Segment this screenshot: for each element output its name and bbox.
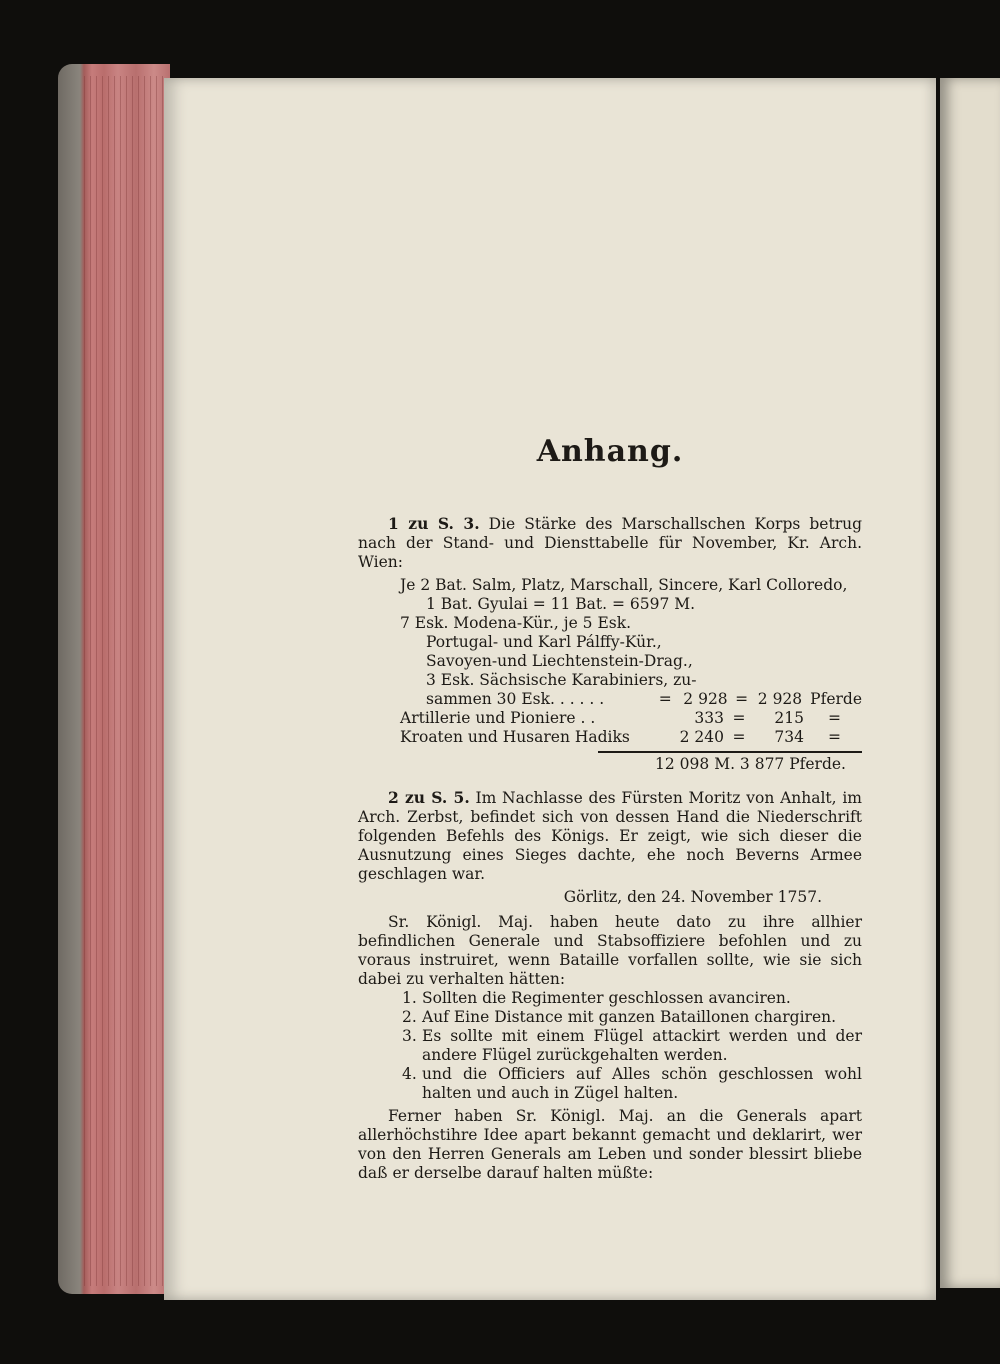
strength-men: 333 bbox=[694, 709, 724, 727]
strength-horses: 2 928 bbox=[757, 690, 803, 708]
page-heading: Anhang. bbox=[536, 434, 684, 469]
note-1-ref: 1 zu S. 3. bbox=[388, 514, 480, 533]
strength-row bbox=[358, 690, 862, 709]
note-1-line: Je 2 Bat. Salm, Platz, Marschall, Sincere, Karl Colloredo, bbox=[400, 576, 848, 594]
note-2-ref: 2 zu S. 5. bbox=[388, 788, 470, 807]
strength-row bbox=[358, 709, 862, 728]
strength-sep bbox=[650, 728, 670, 747]
strength-ditto: = bbox=[732, 728, 746, 746]
note-2-intro: Im Nachlasse des Fürsten Moritz von Anhalt, im Arch. Zerbst, befindet sich von dessen Hand die Niederschrift folgenden Befehls des Königs. Er zeigt, wie sich dieser die Ausnutzung eines Sieges dachte, ehe noch Beverns Armee geschlagen war. bbox=[358, 789, 862, 883]
strength-men: 2 240 bbox=[679, 728, 724, 746]
order-text: Sr. Königl. Maj. haben heute dato zu ihre allhier befindlichen Generale und Stabsoffiziere befohlen und zu voraus instruiret, wenn Bataille vorfallen sollte, wie sie sich dabei zu verhalten hätten: bbox=[358, 913, 862, 988]
strength-row bbox=[358, 728, 862, 747]
list-item bbox=[402, 989, 862, 1008]
list-item bbox=[402, 1065, 862, 1103]
strength-unit: Pferde bbox=[810, 690, 862, 708]
strength-ditto: = bbox=[732, 709, 746, 727]
note-1-line: Portugal- und Karl Pálffy-Kür., bbox=[426, 633, 662, 651]
strength-total: 12 098 M. 3 877 Pferde. bbox=[655, 755, 846, 773]
strength-label: Kroaten und Husaren Hadiks bbox=[400, 728, 630, 746]
facing-page-edge bbox=[940, 78, 1000, 1288]
note-1-line: 3 Esk. Sächsische Karabiniers, zu- bbox=[426, 671, 697, 689]
list-text: Es sollte mit einem Flügel attackirt werden und der andere Flügel zurückgehalten werden. bbox=[422, 1027, 862, 1064]
list-number: 1. bbox=[402, 989, 417, 1007]
strength-label: sammen 30 Esk. . . . . . bbox=[426, 690, 605, 708]
closing-text: Ferner haben Sr. Königl. Maj. an die Generals apart allerhöchstihre Idee apart bekannt gemacht und deklarirt, wer von den Herren Generals am Leben und sonder blessirt bliebe daß er derselbe darauf halten müßte: bbox=[358, 1107, 862, 1182]
list-text: Auf Eine Distance mit ganzen Bataillonen chargiren. bbox=[422, 1008, 837, 1026]
page-text bbox=[358, 430, 862, 1183]
note-2 bbox=[358, 788, 862, 884]
list-item bbox=[402, 1008, 862, 1027]
list-item bbox=[402, 1027, 862, 1065]
strength-unit: = bbox=[828, 709, 841, 727]
list-number: 4. bbox=[402, 1065, 417, 1083]
note-1-line: 1 Bat. Gyulai = 11 Bat. = 6597 M. bbox=[426, 595, 696, 613]
strength-men: 2 928 bbox=[683, 690, 728, 708]
strength-ditto: = bbox=[735, 690, 749, 708]
note-1-line: 7 Esk. Modena-Kür., je 5 Esk. bbox=[400, 614, 632, 632]
strength-table bbox=[358, 690, 862, 774]
note-1-line: Savoyen-und Liechtenstein-Drag., bbox=[426, 652, 693, 670]
list-number: 3. bbox=[402, 1027, 417, 1045]
list-text: und die Officiers auf Alles schön geschlossen wohl halten und auch in Zügel halten. bbox=[422, 1065, 862, 1102]
note-1 bbox=[358, 514, 862, 572]
strength-label: Artillerie und Pioniere . . bbox=[400, 709, 596, 727]
strength-horses: 215 bbox=[774, 709, 804, 727]
strength-sep: = bbox=[658, 690, 672, 708]
letter-date: Görlitz, den 24. November 1757. bbox=[563, 888, 822, 906]
list-number: 2. bbox=[402, 1008, 417, 1026]
strength-unit: = bbox=[828, 728, 841, 746]
note-1-intro: Die Stärke des Marschallschen Korps betrug nach der Stand- und Diensttabelle für November, Kr. Arch. Wien: bbox=[358, 515, 863, 571]
strength-sep bbox=[650, 709, 670, 728]
list-text: Sollten die Regimenter geschlossen avanciren. bbox=[422, 989, 791, 1007]
sum-rule bbox=[598, 751, 862, 753]
strength-horses: 734 bbox=[774, 728, 804, 746]
page-edge-lines bbox=[84, 76, 164, 1286]
order-list bbox=[358, 989, 862, 1103]
